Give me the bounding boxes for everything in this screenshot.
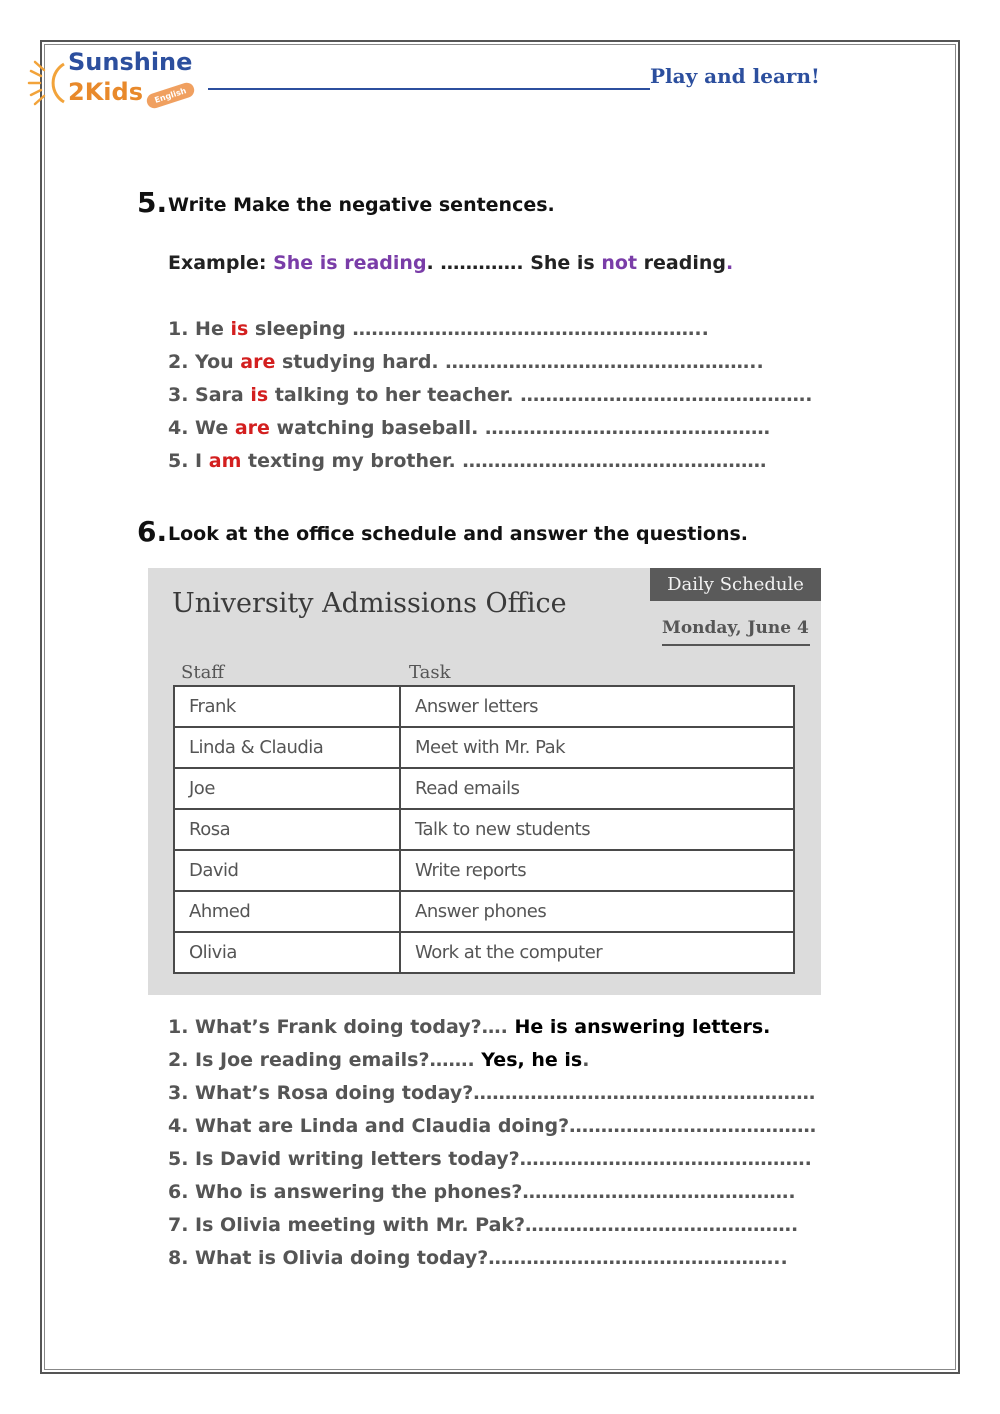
question-item[interactable] xyxy=(168,1214,798,1236)
office-schedule xyxy=(148,568,821,995)
section-6-number: 6. xyxy=(137,515,168,548)
answer-blank[interactable]: ……………………………………………….. xyxy=(345,318,709,340)
item-text: 2. You xyxy=(168,351,241,373)
answer-tail: . xyxy=(582,1049,590,1071)
item-text: 4. We xyxy=(168,417,235,439)
answer-blank[interactable]: ………………………………………… xyxy=(455,450,767,472)
staff-cell: Joe xyxy=(174,768,400,809)
task-cell: Talk to new students xyxy=(400,809,794,850)
task-cell: Answer letters xyxy=(400,686,794,727)
example-final: . xyxy=(725,252,734,274)
question-text: 6. Who is answering the phones?……………………………………. xyxy=(168,1181,796,1203)
question-item[interactable] xyxy=(168,1115,816,1137)
example-end: reading xyxy=(637,252,726,274)
item-text: texting my brother. xyxy=(241,450,456,472)
exercise-item xyxy=(168,351,764,373)
table-row xyxy=(174,768,794,809)
schedule-badge: Daily Schedule xyxy=(650,568,821,601)
exercise-item xyxy=(168,384,812,406)
question-text: 2. Is Joe reading emails?……. xyxy=(168,1049,482,1071)
schedule-title: University Admissions Office xyxy=(172,588,567,619)
item-text: watching baseball. xyxy=(269,417,479,439)
column-header-staff: Staff xyxy=(181,662,225,683)
item-text: 3. Sara xyxy=(168,384,251,406)
sun-icon xyxy=(26,56,68,106)
task-cell: Answer phones xyxy=(400,891,794,932)
item-text: sleeping xyxy=(248,318,346,340)
answer-blank[interactable]: ………………………………………. xyxy=(513,384,813,406)
question-item[interactable] xyxy=(168,1181,796,1203)
example-mid: . …………. She is xyxy=(426,252,602,274)
staff-cell: Olivia xyxy=(174,932,400,973)
exercise-item xyxy=(168,450,766,472)
answer-text[interactable]: He is answering letters. xyxy=(514,1016,771,1038)
staff-cell: Linda & Claudia xyxy=(174,727,400,768)
brand-badge: English xyxy=(145,81,196,110)
question-item[interactable] xyxy=(168,1148,812,1170)
table-row xyxy=(174,727,794,768)
question-item xyxy=(168,1049,589,1071)
answer-blank[interactable]: ……………………………………… xyxy=(478,417,770,439)
table-row xyxy=(174,686,794,727)
staff-cell: Ahmed xyxy=(174,891,400,932)
brand-name-bottom: 2Kids xyxy=(68,78,143,106)
header-tagline: Play and learn! xyxy=(650,64,820,88)
schedule-table xyxy=(173,685,795,974)
table-row xyxy=(174,850,794,891)
item-text: studying hard. xyxy=(275,351,439,373)
item-verb: are xyxy=(234,417,270,439)
task-cell: Work at the computer xyxy=(400,932,794,973)
item-verb: is xyxy=(230,318,249,340)
task-cell: Read emails xyxy=(400,768,794,809)
answer-text[interactable]: Yes, he is xyxy=(481,1049,583,1071)
item-verb: am xyxy=(208,450,242,472)
task-cell: Meet with Mr. Pak xyxy=(400,727,794,768)
brand-name-top: Sunshine xyxy=(68,48,193,76)
table-row xyxy=(174,891,794,932)
question-text: 5. Is David writing letters today?………………………………………. xyxy=(168,1148,812,1170)
exercise-item xyxy=(168,318,709,340)
answer-blank[interactable]: ………………………………………….. xyxy=(438,351,764,373)
question-text: 3. What’s Rosa doing today?……………………………………………… xyxy=(168,1082,816,1104)
question-text: 7. Is Olivia meeting with Mr. Pak?……………………………………. xyxy=(168,1214,799,1236)
section-5-number: 5. xyxy=(137,186,168,219)
section-5-title: Write Make the negative sentences. xyxy=(168,194,555,216)
example-neg-word: not xyxy=(601,252,638,274)
staff-cell: Rosa xyxy=(174,809,400,850)
staff-cell: Frank xyxy=(174,686,400,727)
staff-cell: David xyxy=(174,850,400,891)
item-text: 5. I xyxy=(168,450,209,472)
table-row xyxy=(174,932,794,973)
question-item[interactable] xyxy=(168,1082,815,1104)
question-item xyxy=(168,1016,770,1038)
question-text: 4. What are Linda and Claudia doing?………………………………… xyxy=(168,1115,817,1137)
column-header-task: Task xyxy=(409,662,451,683)
item-verb: is xyxy=(250,384,269,406)
exercise-item xyxy=(168,417,770,439)
brand-logo xyxy=(26,48,196,118)
example-sentence xyxy=(168,252,733,274)
item-text: talking to her teacher. xyxy=(268,384,514,406)
table-row xyxy=(174,809,794,850)
item-verb: are xyxy=(240,351,276,373)
name-write-line xyxy=(208,88,650,90)
example-label: Example: xyxy=(168,252,274,274)
question-text: 8. What is Olivia doing today?……………………………………….. xyxy=(168,1247,788,1269)
question-text: 1. What’s Frank doing today?…. xyxy=(168,1016,515,1038)
section-6-title: Look at the office schedule and answer the questions. xyxy=(168,523,749,545)
question-item[interactable] xyxy=(168,1247,788,1269)
task-cell: Write reports xyxy=(400,850,794,891)
item-text: 1. He xyxy=(168,318,231,340)
example-prompt: She is reading xyxy=(273,252,427,274)
schedule-date: Monday, June 4 xyxy=(662,618,810,646)
